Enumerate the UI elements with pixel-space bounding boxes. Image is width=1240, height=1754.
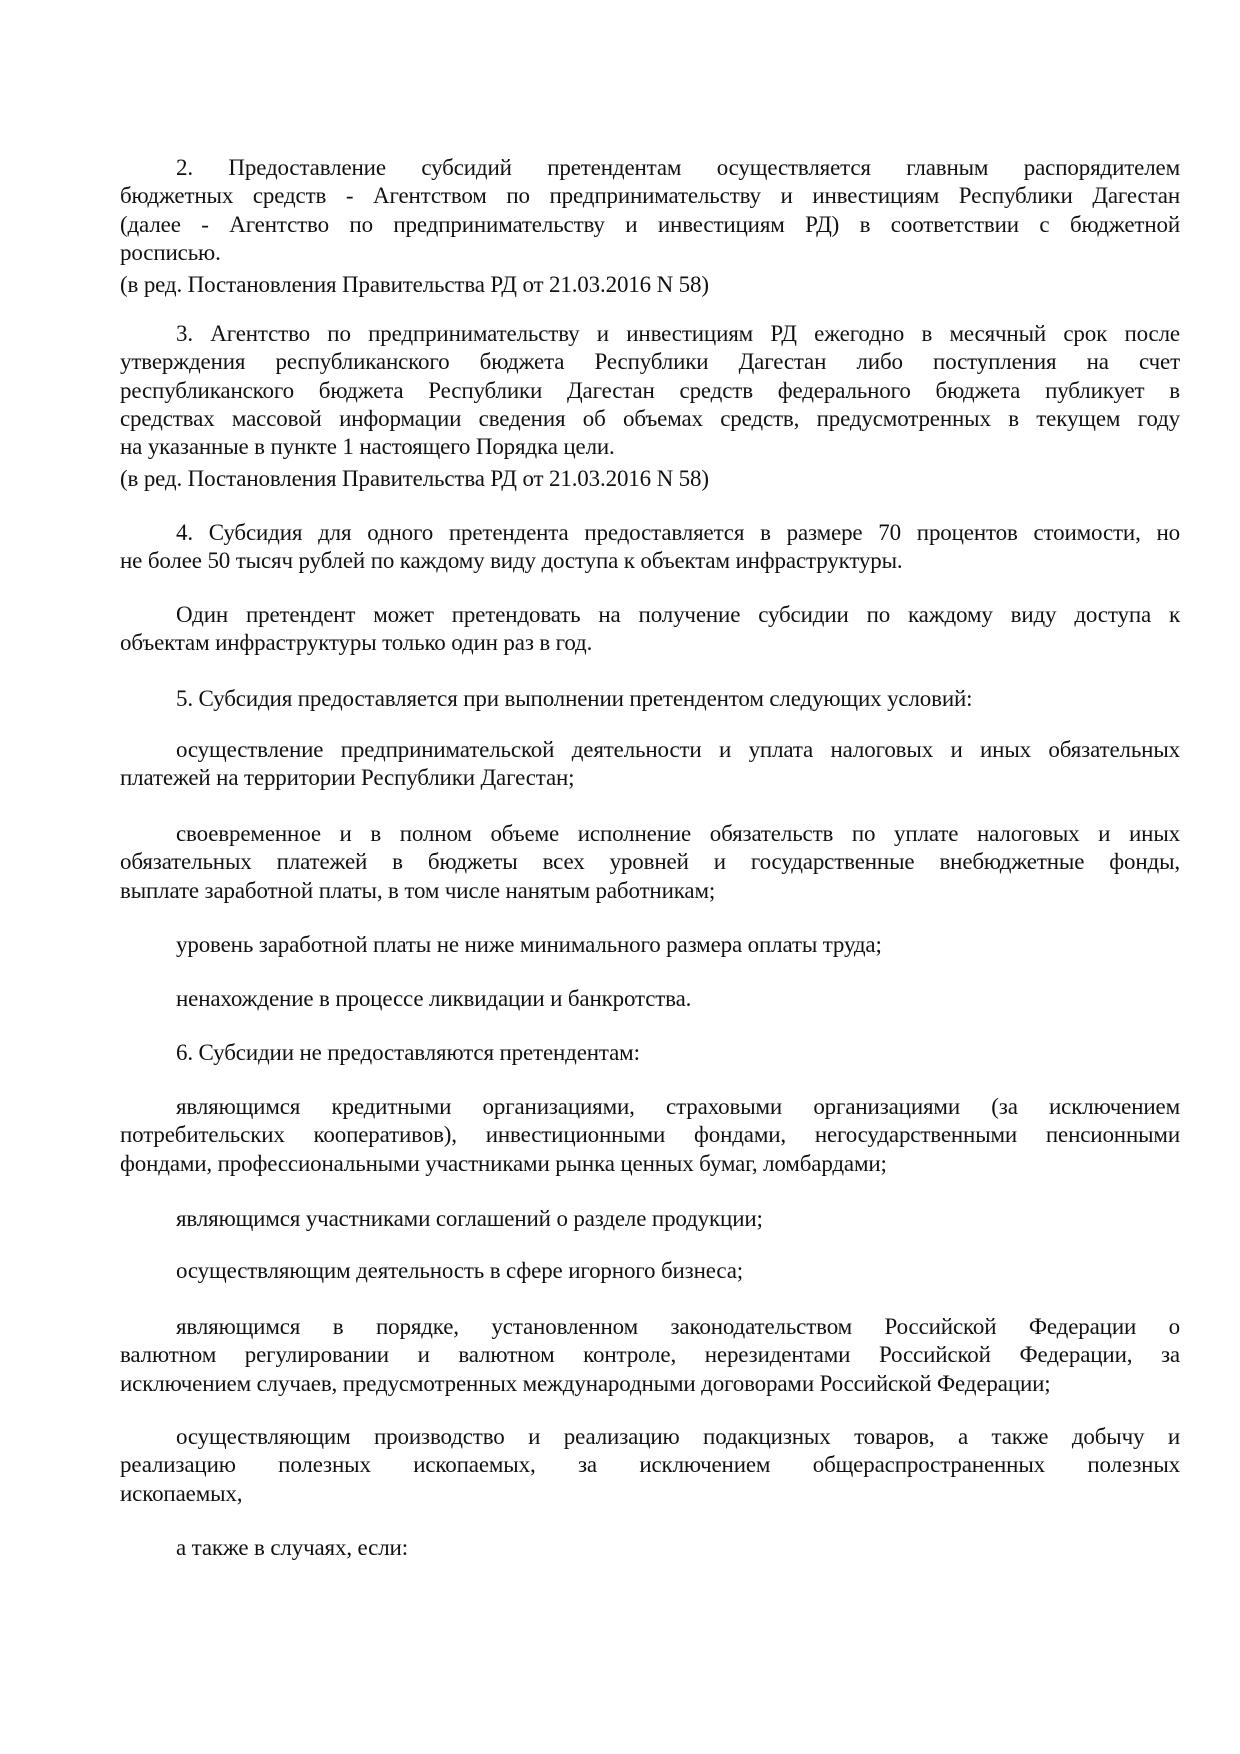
text-line: являющимся участниками соглашений о разделе продукции; <box>176 1206 763 1231</box>
paragraph <box>120 931 1180 959</box>
paragraph <box>120 985 1180 1013</box>
text-line: росписью. <box>120 239 221 265</box>
text-line: являющимся в порядке, установленном законодательством Российской Федерации о <box>176 1314 1180 1339</box>
text-line: 6. Субсидии не предоставляются претендентам: <box>176 1040 640 1065</box>
paragraph <box>120 1534 1180 1562</box>
text-line: 4. Субсидия для одного претендента предоставляется в размере 70 процентов стоимости, но <box>176 520 1180 545</box>
text-line: республиканского бюджета Республики Дагестан средств федерального бюджета публикует в <box>120 377 1180 403</box>
text-line: своевременное и в полном объеме исполнение обязательств по уплате налоговых и иных <box>176 821 1180 846</box>
paragraph <box>120 1039 1180 1067</box>
paragraph <box>120 320 1180 461</box>
paragraph <box>120 154 1180 267</box>
text-line: обязательных платежей в бюджеты всех уровней и государственные внебюджетные фонды, <box>120 849 1180 875</box>
text-line: (в ред. Постановления Правительства РД от 21.03.2016 N 58) <box>120 466 709 491</box>
text-line: 5. Субсидия предоставляется при выполнении претендентом следующих условий: <box>176 686 973 711</box>
text-line: 3. Агентство по предпринимательству и инвестициям РД ежегодно в месячный срок после <box>176 321 1180 346</box>
text-line: платежей на территории Республики Дагестан; <box>120 765 575 791</box>
text-line: а также в случаях, если: <box>176 1535 408 1560</box>
text-line: реализацию полезных ископаемых, за исключением общераспространенных полезных <box>120 1452 1180 1478</box>
text-line: 2. Предоставление субсидий претендентам осуществляется главным распорядителем <box>176 155 1180 180</box>
paragraph <box>120 1257 1180 1285</box>
text-line: на указанные в пункте 1 настоящего Порядка цели. <box>120 434 615 460</box>
text-line: ненахождение в процессе ликвидации и банкротства. <box>176 986 692 1011</box>
text-line: фондами, профессиональными участниками рынка ценных бумаг, ломбардами; <box>120 1150 887 1176</box>
paragraph <box>120 1313 1180 1398</box>
text-line: ископаемых, <box>120 1480 243 1506</box>
text-line: утверждения республиканского бюджета Республики Дагестан либо поступления на счет <box>120 349 1180 375</box>
text-line: (в ред. Постановления Правительства РД от 21.03.2016 N 58) <box>120 272 709 297</box>
text-line: осуществляющим производство и реализацию подакцизных товаров, а также добычу и <box>176 1424 1180 1449</box>
text-line: исключением случаев, предусмотренных международными договорами Российской Федерации; <box>120 1370 1051 1396</box>
text-line: потребительских кооперативов), инвестиционными фондами, негосударственными пенсионными <box>120 1122 1180 1148</box>
text-line: не более 50 тысяч рублей по каждому виду доступа к объектам инфраструктуры. <box>120 548 903 574</box>
text-line: осуществление предпринимательской деятельности и уплата налоговых и иных обязательных <box>176 737 1180 762</box>
paragraph <box>120 1423 1180 1508</box>
paragraph <box>120 465 1180 493</box>
paragraph <box>120 1093 1180 1178</box>
paragraph <box>120 736 1180 793</box>
paragraph <box>120 271 1180 299</box>
text-line: Один претендент может претендовать на получение субсидии по каждому виду доступа к <box>176 602 1180 627</box>
paragraph <box>120 820 1180 905</box>
paragraph <box>120 1205 1180 1233</box>
text-line: выплате заработной платы, в том числе нанятым работникам; <box>120 877 716 903</box>
paragraph <box>120 601 1180 658</box>
text-line: (далее - Агентство по предпринимательству и инвестициям РД) в соответствии с бюджетной <box>120 211 1180 237</box>
text-line: уровень заработной платы не ниже минимального размера оплаты труда; <box>176 932 882 957</box>
paragraph <box>120 685 1180 713</box>
text-line: объектам инфраструктуры только один раз в год. <box>120 630 593 656</box>
text-line: являющимся кредитными организациями, страховыми организациями (за исключением <box>176 1094 1180 1119</box>
paragraph <box>120 519 1180 576</box>
text-line: осуществляющим деятельность в сфере игорного бизнеса; <box>176 1258 744 1283</box>
text-line: средствах массовой информации сведения об объемах средств, предусмотренных в текущем году <box>120 405 1180 431</box>
text-line: бюджетных средств - Агентством по предпринимательству и инвестициям Республики Дагестан <box>120 183 1180 209</box>
text-line: валютном регулировании и валютном контроле, нерезидентами Российской Федерации, за <box>120 1342 1180 1368</box>
